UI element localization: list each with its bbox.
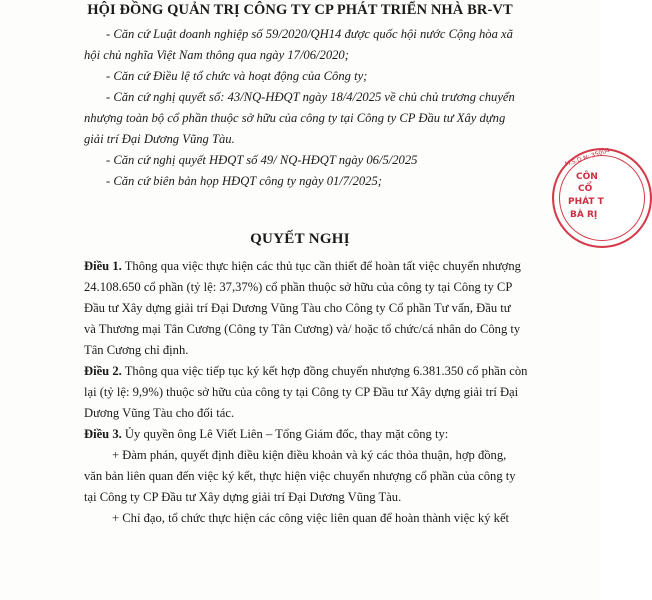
article-line: Điều 1. Thông qua việc thực hiện các thủ tục cần thiết để hoàn tất việc chuyển nhượng [84, 259, 521, 273]
article-item: + Đàm phán, quyết định điều kiện điều khoản và ký các thỏa thuận, hợp đồng, [112, 448, 507, 462]
basis-line: nhượng toàn bộ cổ phần thuộc sở hữu của công ty tại Công ty CP Đầu tư Xây dựng [84, 111, 506, 125]
article-line: Điều 2. Thông qua việc tiếp tục ký kết hợp đồng chuyển nhượng 6.381.350 cổ phần còn [84, 364, 528, 378]
board-title: HỘI ĐỒNG QUẢN TRỊ CÔNG TY CP PHÁT TRIỂN NHÀ BR-VT [87, 2, 513, 18]
article-item-line: tại Công ty CP Đầu tư Xây dựng giải trí Đại Dương Vũng Tàu. [84, 490, 402, 504]
article-2 [84, 361, 554, 424]
article-line: Điều 3. Ủy quyền ông Lê Viết Liên – Tổng Giám đốc, thay mặt công ty: [84, 427, 449, 441]
article-line: 24.108.650 cổ phần (tỷ lệ: 37,37%) cổ phần thuộc sở hữu của công ty tại Công ty CP [84, 280, 513, 294]
article-label: Điều 1. [84, 259, 122, 273]
article-line: và Thương mại Tân Cương (Công ty Tân Cương) và/ hoặc tổ chức/cá nhân do Công ty [84, 322, 521, 336]
basis-list [84, 24, 554, 192]
article-label: Điều 3. [84, 427, 122, 441]
decision-title: QUYẾT NGHỊ [250, 231, 350, 247]
basis-line: - Căn cứ Điều lệ tổ chức và hoạt động của Công ty; [106, 69, 368, 83]
article-1 [84, 256, 554, 361]
basis-line: - Căn cứ biên bản họp HĐQT công ty ngày 01/7/2025; [106, 174, 382, 188]
article-line: Tân Cương chỉ định. [84, 343, 189, 357]
seal-ring-text: M.S.D.N: 35004 [564, 146, 611, 169]
seal-text-line: PHÁT T [568, 197, 604, 207]
basis-line: hội chủ nghĩa Việt Nam thông qua ngày 17/06/2020; [84, 48, 349, 62]
article-line: Dương Vũng Tàu cho đối tác. [84, 406, 235, 420]
basis-line: - Căn cứ nghị quyết số: 43/NQ-HĐQT ngày 18/4/2025 về chủ chủ trương chuyển [106, 90, 515, 104]
article-item: + Chỉ đạo, tổ chức thực hiện các công việc liên quan để hoàn thành việc ký kết [112, 511, 510, 525]
basis-line: - Căn cứ nghị quyết HĐQT số 49/ NQ-HĐQT ngày 06/5/2025 [106, 153, 418, 167]
seal-text-line: BÀ RỊ [570, 210, 598, 220]
company-seal [552, 148, 652, 248]
article-item-line: văn bản liên quan đến việc ký kết, thực hiện việc chuyển nhượng cổ phần của công ty [84, 469, 516, 483]
basis-line: - Căn cứ Luật doanh nghiệp số 59/2020/QH14 được quốc hội nước Cộng hòa xã [106, 27, 513, 41]
article-line: lại (tỷ lệ: 9,9%) thuộc sở hữu của công ty tại Công ty CP Đầu tư Xây dựng giải trí Đại [84, 385, 519, 399]
article-line: Đầu tư Xây dựng giải trí Đại Dương Vũng Tàu cho Công ty Cổ phần Tư vấn, Đầu tư [84, 301, 511, 315]
article-label: Điều 2. [84, 364, 122, 378]
basis-line: giải trí Đại Dương Vũng Tàu. [84, 132, 235, 146]
seal-text-line: CÔN [576, 172, 598, 182]
articles [84, 256, 554, 529]
article-3 [84, 424, 554, 529]
seal-text-line: CỔ [578, 184, 593, 194]
